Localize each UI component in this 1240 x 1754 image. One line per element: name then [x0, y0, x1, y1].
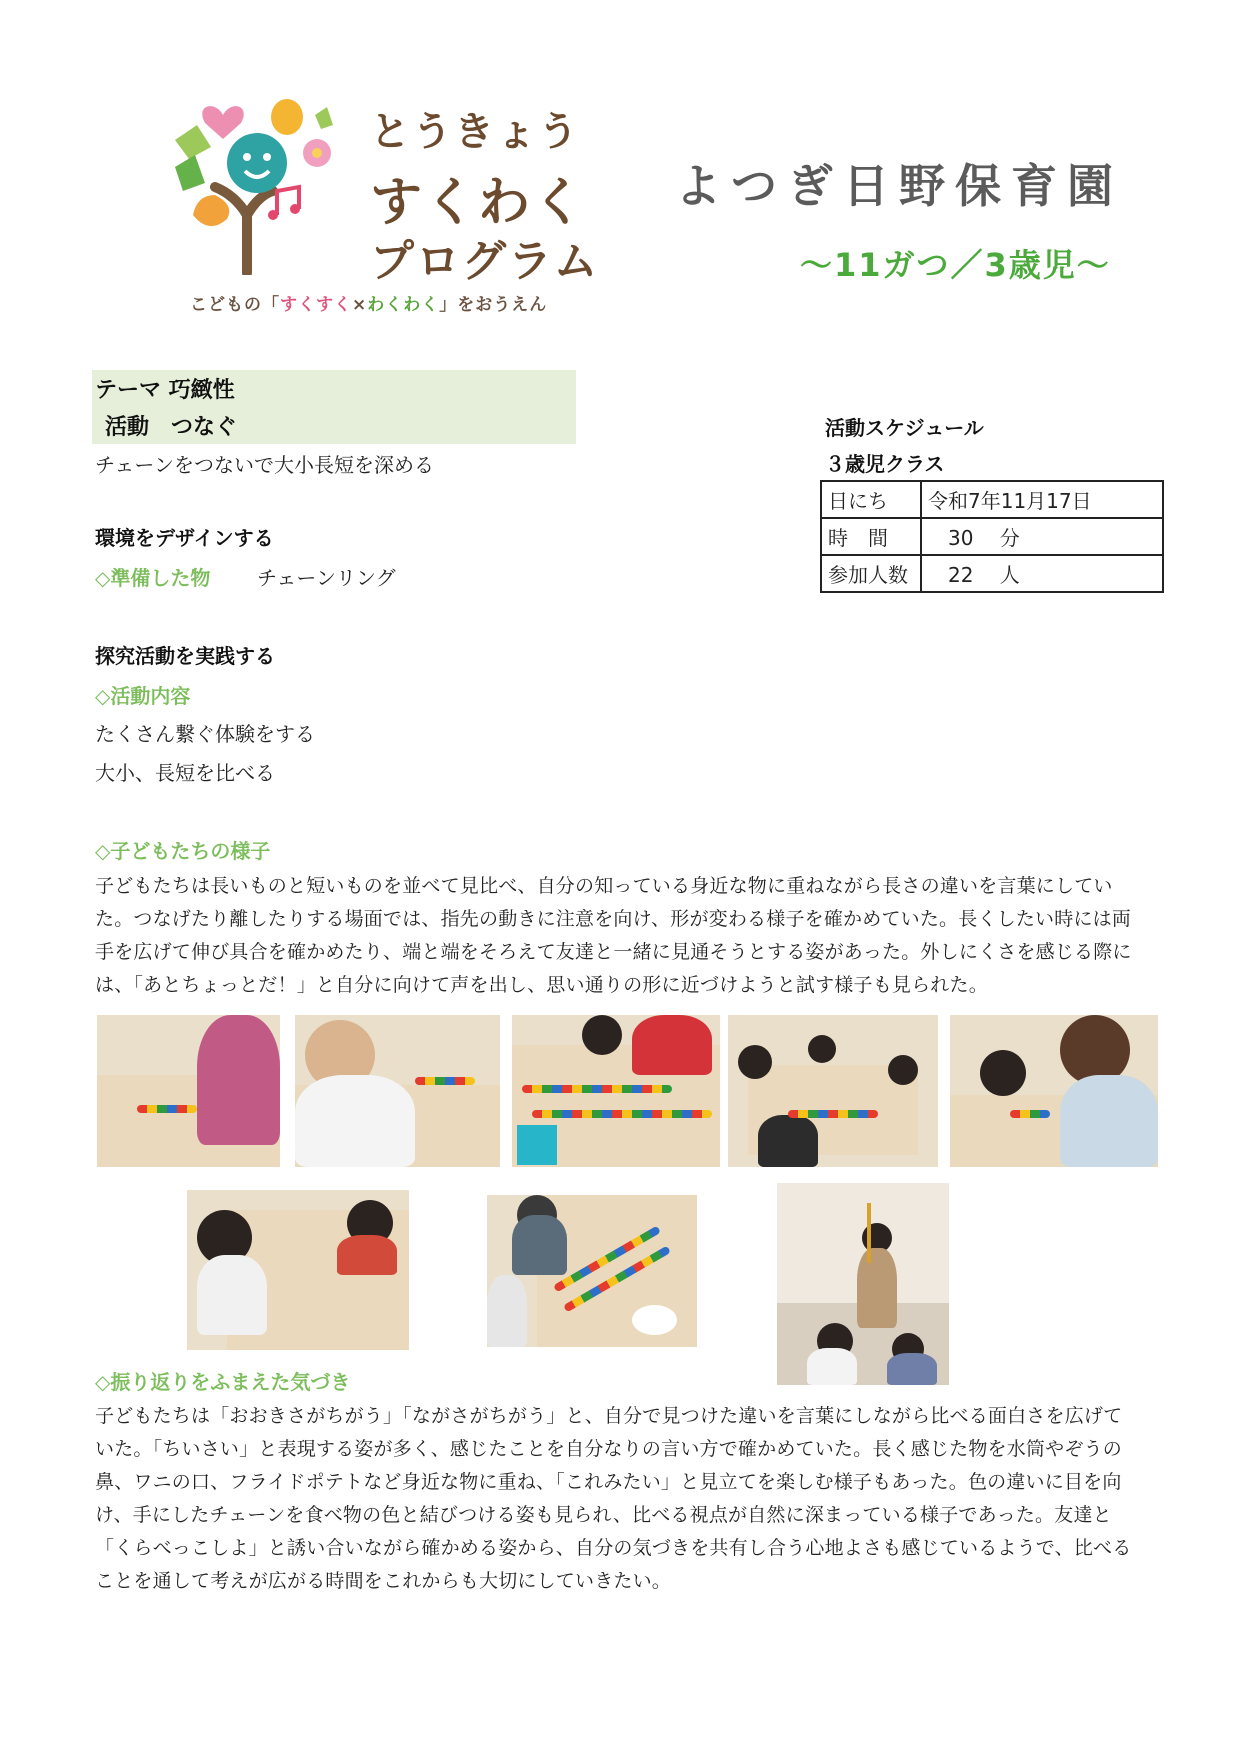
- activity-aim: チェーンをつないで大小長短を深める: [95, 453, 434, 477]
- activity-title: 活動 つなぐ: [105, 415, 238, 440]
- activity-photo: [777, 1183, 949, 1385]
- reflection-line: 子どもたちは「おおきさがちがう」「ながさがちがう」と、自分で見つけた違いを言葉にしながら比べる面白さを広げて: [95, 1405, 1123, 1427]
- reflection-label: ◇振り返りをふまえた気づき: [95, 1370, 351, 1394]
- schedule-title: 活動スケジュール: [825, 416, 984, 440]
- activity-photo: [97, 1015, 280, 1167]
- activity-photo: [187, 1190, 409, 1350]
- schedule-class: ３歳児クラス: [825, 452, 945, 476]
- schedule-key: 日にち: [821, 481, 921, 518]
- environment-heading: 環境をデザインする: [95, 526, 274, 550]
- activity-content-item: たくさん繋ぐ体験をする: [95, 722, 315, 746]
- schedule-key: 時 間: [821, 518, 921, 555]
- logo-line-2: すくわく: [370, 173, 587, 233]
- reflection-line: ことを通して考えが広がる時間をこれからも大切にしていきたい。: [95, 1570, 672, 1592]
- schedule-value: 30 分: [921, 518, 1163, 555]
- schedule-row-participants: [821, 555, 1163, 592]
- schedule-value: 令和7年11月17日: [921, 481, 1163, 518]
- schedule-table: [820, 480, 1164, 593]
- prepared-value: チェーンリング: [257, 566, 396, 590]
- reflection-line: 「くらべっこしよ」と誘い合いながら確かめる姿から、自分の気づきを共有し合う心地よさも感じているようで、比べる: [95, 1537, 1132, 1559]
- activity-content-label: ◇活動内容: [95, 684, 191, 708]
- reflection-paragraph: [95, 1400, 1155, 1598]
- prepared-label: ◇準備した物: [95, 566, 211, 590]
- activity-photo: [950, 1015, 1158, 1167]
- schedule-row-date: [821, 481, 1163, 518]
- tokyo-sukuwaku-logo-tree: [175, 95, 375, 275]
- logo-line-3: プログラム: [370, 236, 600, 287]
- schedule-value: 22 人: [921, 555, 1163, 592]
- logo-line-1: とうきょう: [370, 109, 580, 155]
- schedule-row-time: [821, 518, 1163, 555]
- activity-photo: [295, 1015, 500, 1167]
- observation-line: 子どもたちは長いものと短いものを並べて見比べ、自分の知っている身近な物に重ねながら長さの違いを言葉にしてい: [95, 875, 1113, 897]
- observation-paragraph: [95, 870, 1155, 1002]
- theme-title: テーマ 巧緻性: [95, 378, 235, 403]
- activity-content-item: 大小、長短を比べる: [95, 761, 275, 785]
- activity-photo: [487, 1195, 697, 1347]
- logo-tagline: こどもの「すくすく×わくわく」をおうえん: [190, 295, 548, 315]
- school-name: よつぎ日野保育園: [675, 159, 1123, 213]
- practice-heading: 探究活動を実践する: [95, 644, 275, 668]
- reflection-line: いた。「ちいさい」と表現する姿が多く、感じたことを自分なりの言い方で確かめていた。長く感じた物を水筒やぞうの: [95, 1438, 1122, 1460]
- activity-photo: [728, 1015, 938, 1167]
- activity-photo: [512, 1015, 720, 1167]
- reflection-line: 鼻、ワニの口、フライドポテトなど身近な物に重ね、「これみたい」と見立てを楽しむ様子もあった。色の違いに目を向: [95, 1471, 1122, 1493]
- page-subtitle: ～11ガつ／3歳児～: [800, 246, 1111, 284]
- reflection-line: け、手にしたチェーンを食べ物の色と結びつける姿も見られ、比べる視点が自然に深まっている様子であった。友達と: [95, 1504, 1112, 1526]
- observation-line: は、「あとちょっとだ！」と自分に向けて声を出し、思い通りの形に近づけようと試す様子も見られた。: [95, 974, 988, 996]
- observation-line: た。つなげたり離したりする場面では、指先の動きに注意を向け、形が変わる様子を確かめていた。長くしたい時には両: [95, 908, 1132, 930]
- observation-label: ◇子どもたちの様子: [95, 839, 271, 863]
- schedule-key: 参加人数: [821, 555, 921, 592]
- observation-line: 手を広げて伸び具合を確かめたり、端と端をそろえて友達と一緒に見通そうとする姿があった。外しにくさを感じる際に: [95, 941, 1132, 963]
